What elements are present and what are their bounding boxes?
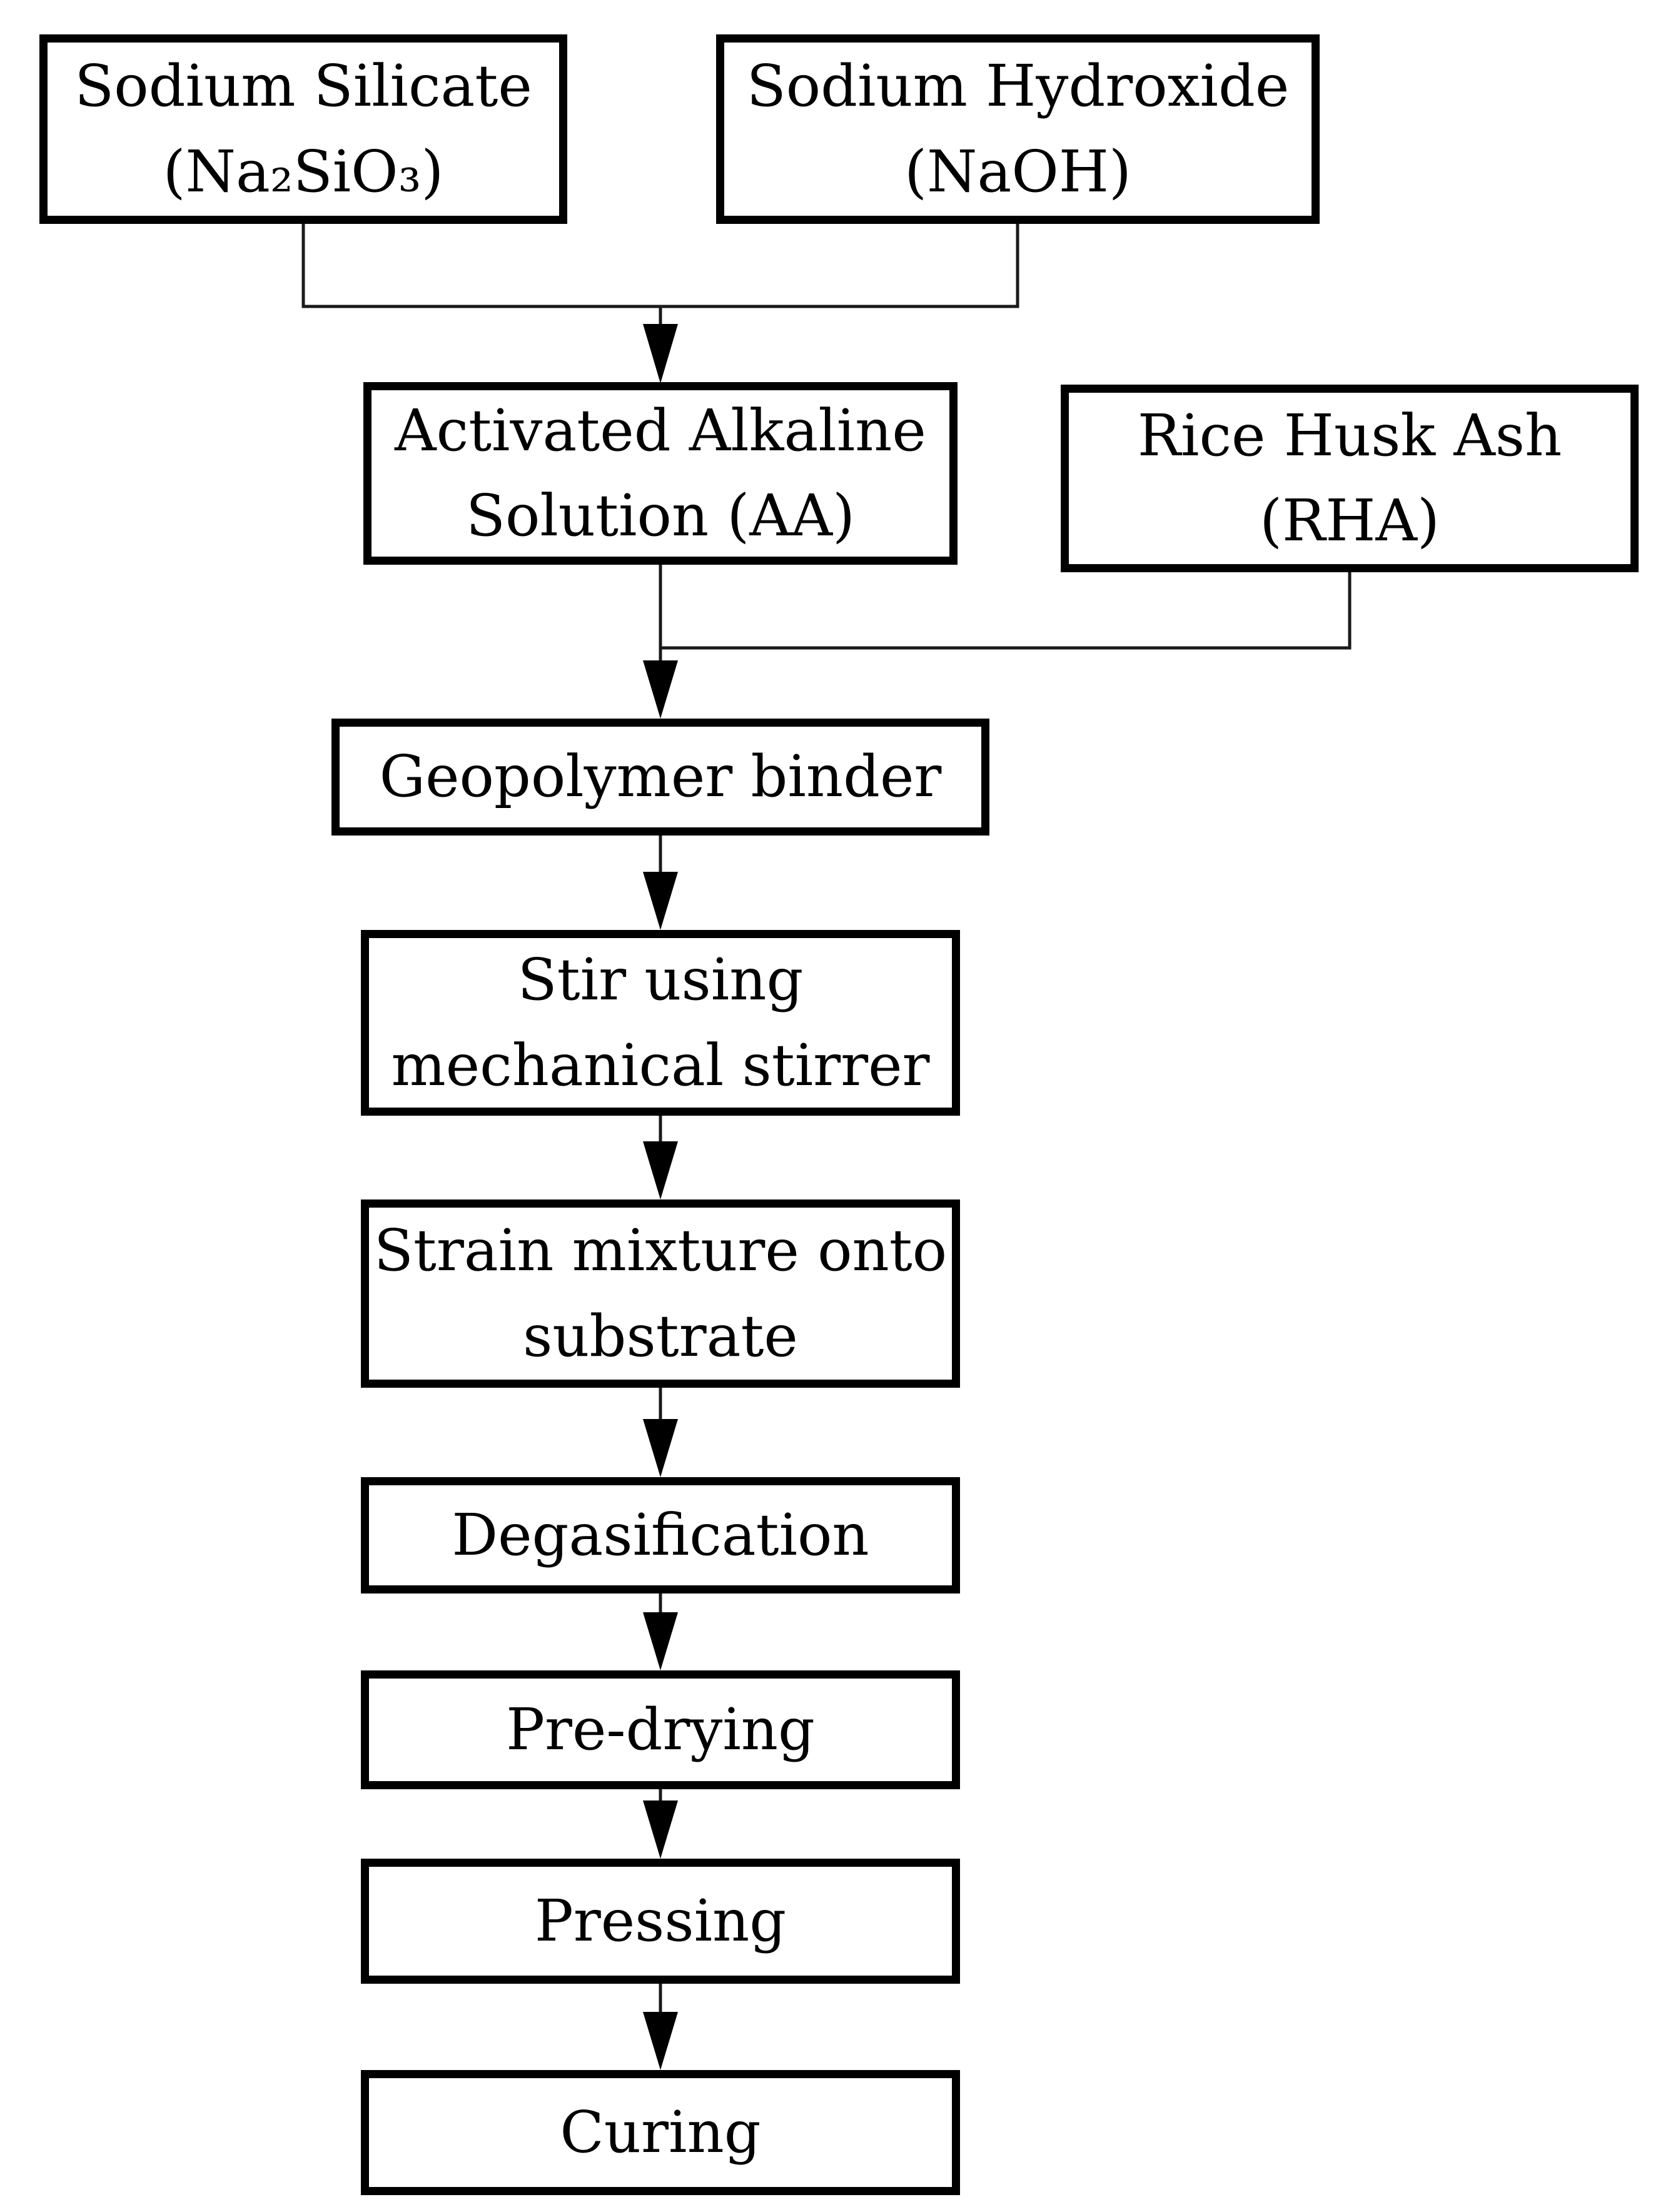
- arrowhead: [643, 872, 678, 930]
- edge-arrow-into-activated-alkaline: [643, 305, 678, 383]
- node-geopolymer-binder: [331, 719, 989, 836]
- arrowhead: [643, 1419, 678, 1477]
- node-label-line: (RHA): [1260, 487, 1440, 554]
- node-curing: [361, 2070, 960, 2195]
- node-degasification: [361, 1477, 960, 1593]
- node-pressing: [361, 1859, 960, 1984]
- arrowhead: [643, 1800, 678, 1859]
- edge-arrow-strain-to-degasification: [643, 1388, 678, 1477]
- arrowhead: [643, 1612, 678, 1670]
- node-label-line: Pressing: [534, 1887, 787, 1954]
- node-label-line: Strain mixture onto: [373, 1217, 948, 1285]
- node-label-line: Rice Husk Ash: [1137, 401, 1562, 469]
- arrowhead: [643, 2012, 678, 2070]
- node-label-line: Sodium Hydroxide: [746, 53, 1290, 120]
- arrowhead: [643, 660, 678, 719]
- node-pre-drying: [361, 1670, 960, 1789]
- node-stir-mechanical-stirrer: [361, 930, 960, 1116]
- node-sodium-hydroxide: [716, 34, 1320, 224]
- node-strain-mixture-substrate: [361, 1199, 960, 1388]
- node-sodium-silicate: [39, 34, 567, 224]
- node-label-line: Solution (AA): [465, 482, 856, 549]
- edge-arrow-stir-to-strain: [643, 1116, 678, 1199]
- node-label-line: substrate: [523, 1302, 798, 1370]
- node-label-line: Stir using: [517, 946, 804, 1014]
- node-label-line: Degasification: [452, 1501, 869, 1568]
- node-label-line: mechanical stirrer: [391, 1031, 930, 1099]
- edge-rice-husk-ash-down: [659, 572, 1352, 648]
- node-rice-husk-ash: [1061, 385, 1639, 572]
- edge-arrow-into-geopolymer-binder: [643, 660, 678, 719]
- edge-arrow-degasification-to-predrying: [643, 1593, 678, 1670]
- arrowhead: [643, 1141, 678, 1199]
- edge-arrow-geopolymer-to-stir: [643, 836, 678, 930]
- node-label-line: (Na₂SiO₃): [163, 138, 444, 205]
- edge-arrow-predrying-to-pressing: [643, 1789, 678, 1859]
- edge-arrow-pressing-to-curing: [643, 1984, 678, 2070]
- node-label-line: Geopolymer binder: [379, 743, 942, 811]
- arrowhead: [643, 324, 678, 383]
- node-activated-alkaline-solution: [363, 382, 958, 565]
- node-label-line: Curing: [560, 2098, 761, 2166]
- node-label-line: Sodium Silicate: [74, 53, 532, 120]
- node-label-line: Pre-drying: [506, 1695, 815, 1763]
- node-label-line: (NaOH): [904, 138, 1131, 205]
- node-label-line: Activated Alkaline: [395, 396, 926, 464]
